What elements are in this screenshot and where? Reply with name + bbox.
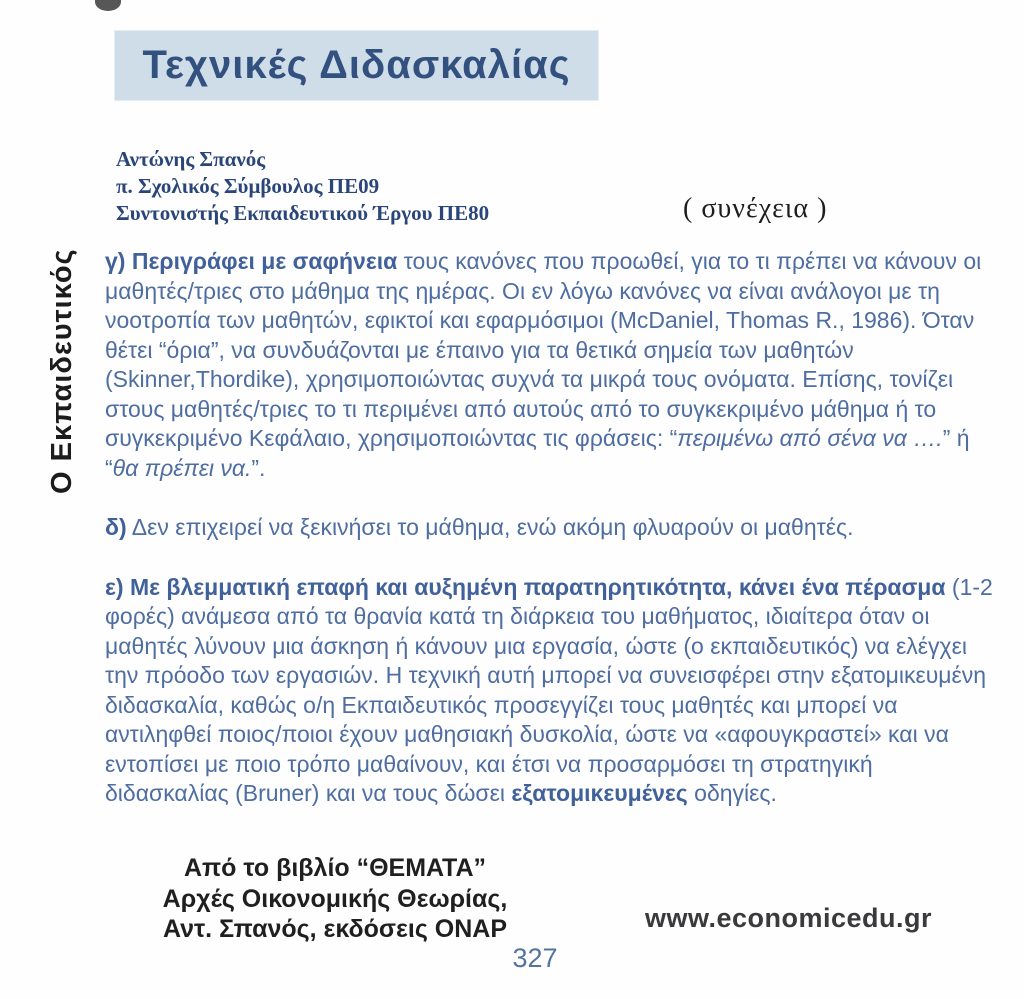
footer-book-reference (150, 853, 520, 945)
book-reference-line-3: Αντ. Σπανός, εκδόσεις ΟΝΑΡ (162, 915, 508, 943)
continuation-note: ( συνέχεια ) (683, 193, 828, 224)
sidebar-vertical-label: Ο Εκπαιδευτικός (46, 248, 78, 494)
delta-lead: δ) (105, 514, 127, 540)
scan-smudge-artifact (95, 0, 121, 11)
gamma-text-1: τους κανόνες που προωθεί, για το τι πρέπει να κάνουν οι μαθητές/τριες στο μάθημα της ημέρας. Οι εν λόγω κανόνες να είναι ανάλογοι με τη νοοτροπία των μαθητών, εφικτοί και εφαρμόσιμοι (McDaniel, Thomas R., 1986). Όταν θέτει “όρια”, να συνδυάζονται με έπαινο για τα θετικά σημεία των μαθητών (Skinner,Thordike), χρησιμοποιώντας συχνά τα μικρά τους ονόματα. Επίσης, τονίζει στους μαθητές/τριες το τι περιμένει από αυτούς από το συγκεκριμένο μάθημα ή το συγκεκριμένο Κεφάλαιο, χρησιμοποιώντας τις φράσεις: “ (105, 248, 982, 451)
delta-text: Δεν επιχειρεί να ξεκινήσει το μάθημα, ενώ ακόμη φλυαρούν οι μαθητές. (126, 514, 854, 540)
gamma-text-3: ”. (251, 454, 266, 481)
gamma-lead: γ) Περιγράφει με σαφήνεια (105, 248, 404, 274)
epsilon-text-2: οδηγίες. (687, 780, 777, 806)
book-reference-line-2: Αρχές Οικονομικής Θεωρίας, (162, 884, 508, 913)
page-title: Τεχνικές Διδασκαλίας (142, 43, 571, 87)
title-banner (115, 31, 598, 100)
paragraph-epsilon (105, 573, 993, 809)
gamma-quote-2: θα πρέπει να. (112, 454, 252, 481)
gamma-text-2: ” ή “ (105, 425, 970, 481)
author-role-2: Συντονιστής Εκπαιδευτικού Έργου ΠΕ80 (116, 201, 490, 225)
page-number: 327 (512, 943, 558, 973)
epsilon-lead: ε) Με βλεμματική επαφή και αυξημένη παρατηρητικότητα, κάνει ένα πέρασμα (105, 573, 946, 600)
author-role-1: π. Σχολικός Σύμβουλος ΠΕ09 (116, 174, 380, 198)
epsilon-text-1: (1-2 φορές) ανάμεσα από τα θρανία κατά τη διάρκεια του μαθήματος, ιδιαίτερα όταν οι μαθητές λύνουν μια άσκηση ή κάνουν μια εργασία, ώστε (ο εκπαιδευτικός) να ελέγχει την πρόοδο των εργασιών. Η τεχνική αυτή μπορεί να συνεισφέρει στην εξατομικευμένη διδασκαλία, καθώς ο/η Εκπαιδευτικός προσεγγίζει τους μαθητές και μπορεί να αντιληφθεί ποιος/ποιοι έχουν μαθησιακή δυσκολία, ώστε να «αφουγκραστεί» και να εντοπίσει με ποιο τρόπο μαθαίνουν, και έτσι να προσαρμόσει τη στρατηγική διδασκαλίας (Bruner) και να τους δώσει (105, 573, 993, 806)
book-reference-line-1: Από το βιβλίο “ΘΕΜΑΤΑ” (183, 854, 486, 882)
main-text-block (105, 247, 993, 809)
paragraph-gamma (105, 247, 993, 483)
author-block (116, 146, 489, 227)
gamma-quote-1: περιμένω από σένα να …. (677, 425, 943, 451)
paragraph-delta (105, 513, 993, 543)
author-name: Αντώνης Σπανός (116, 147, 266, 171)
website-url: www.economicedu.gr (645, 903, 933, 933)
epsilon-bold-word: εξατομικευμένες (511, 780, 688, 806)
